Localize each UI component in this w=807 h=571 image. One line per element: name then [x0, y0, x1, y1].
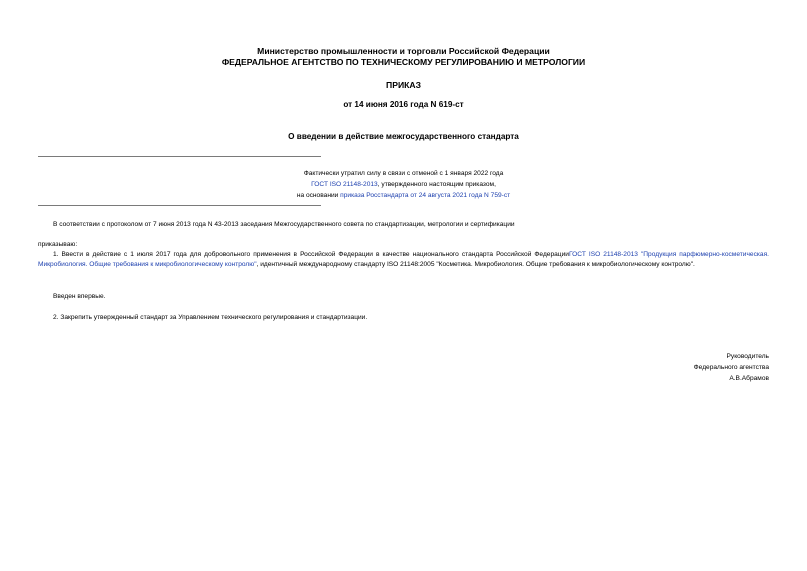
status-note-line2-text: , утвержденного настоящим приказом, — [377, 181, 496, 188]
status-note-line3-text: на основании — [296, 192, 341, 199]
ministry-name: Министерство промышленности и торговли Российской Федерации — [257, 46, 550, 56]
signature-position-1: Руководитель — [726, 353, 769, 360]
order-item-2: 2. Закрепить утвержденный стандарт за Управлением технического регулирования и стандартизации. — [53, 314, 368, 321]
note-divider — [38, 205, 321, 206]
status-note-line3 — [230, 192, 577, 199]
agency-name: ФЕДЕРАЛЬНОЕ АГЕНТСТВО ПО ТЕХНИЧЕСКОМУ РЕГУЛИРОВАНИЮ И МЕТРОЛОГИИ — [221, 57, 586, 67]
order-item-1-text-a: 1. Ввести в действие с 1 июля 2017 года для добровольного применения в Российской Федерации в качестве национального стандарта Российской Федерации — [53, 251, 569, 258]
document-type: ПРИКАЗ — [386, 80, 421, 90]
top-divider — [38, 156, 321, 157]
introduced-note: Введен впервые. — [53, 293, 106, 300]
standard-link[interactable]: ГОСТ ISO 21148-2013 — [311, 181, 378, 188]
signature-name: А.В.Абрамов — [729, 375, 769, 382]
order-link[interactable]: приказа Росстандарта от 24 августа 2021 года N 759-ст — [340, 192, 511, 199]
document-date: от 14 июня 2016 года N 619-ст — [343, 100, 464, 109]
status-note-line1: Фактически утратил силу в связи с отменой с 1 января 2022 года — [303, 170, 504, 177]
order-word: приказываю: — [38, 241, 78, 248]
order-item-1-text-b: , идентичный международному стандарту ISO 21148:2005 "Косметика. Микробиология. Общие требования к микробиологическому контролю". — [256, 260, 695, 268]
document-title: О введении в действие межгосударственного стандарта — [288, 132, 519, 141]
preamble-text: В соответствии с протоколом от 7 июня 2013 года N 43-2013 заседания Межгосударственного совета по стандартизации, метрологии и сертификации — [53, 221, 515, 228]
gost-link[interactable]: ГОСТ ISO 21148-2013 "Продукция парфюмерно-косметическая. Микробиология. Общие требования к микробиологическому контролю" — [38, 251, 769, 268]
status-note-line2 — [230, 181, 577, 188]
order-item-1 — [38, 250, 769, 269]
signature-position-2: Федерального агентства — [693, 364, 769, 371]
